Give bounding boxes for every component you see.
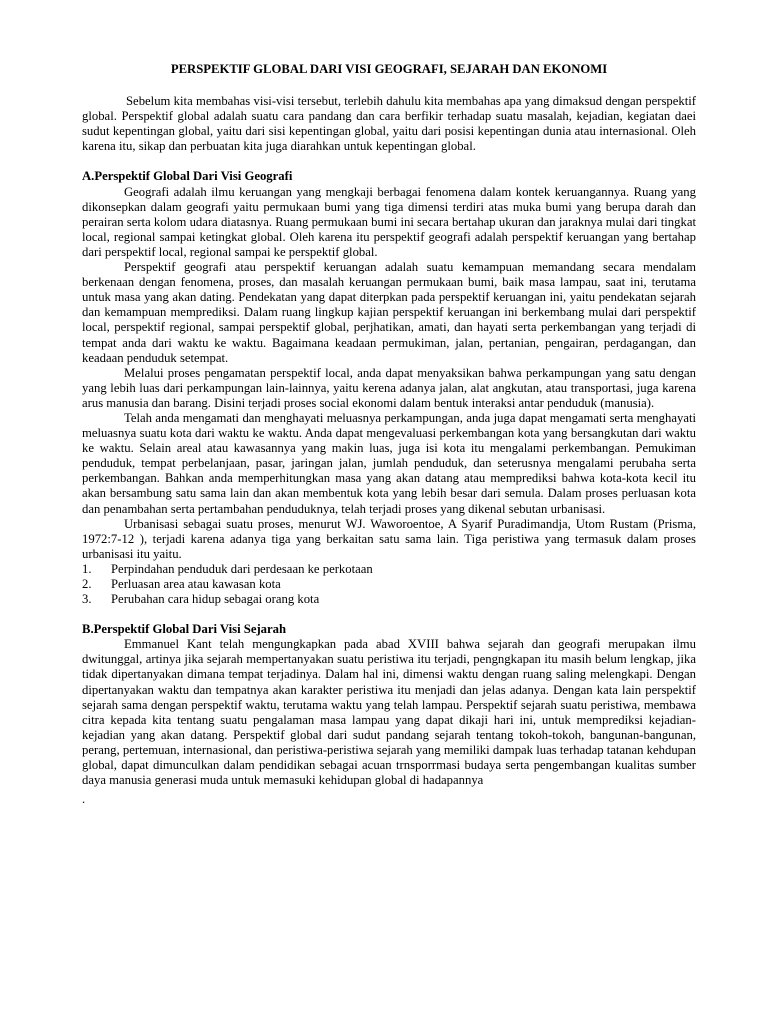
list-item	[82, 562, 696, 577]
list-item-number: 2.	[82, 577, 92, 591]
section-b-heading: B.Perspektif Global Dari Visi Sejarah	[82, 622, 287, 637]
section-b-paragraph: Emmanuel Kant telah mengungkapkan pada abad XVIII bahwa sejarah dan geografi merupakan ilmu dwitunggal, artinya jika sejarah mempertanyakan suatu peristiwa itu terjadi, pengngkapan itu masih belum lengkap, jika tidak dipertanyakan dimana tempat terjadinya. Dalam hal ini, dimensi waktu dengan ruang saling melengkapi. Dengan dipertanyakan waktu dan tempatnya akan karakter peristiwa itu menjadi dan jelas adanya. Dengan kata lain perspektif sejarah sama dengan perspektif waktu, terutama waktu yang telah lampau. Perspektif sejarah suatu peristiwa, membawa citra kepada kita tentang suatu pengalaman masa lampau yang dapat dikaji hari ini, untuk memprediksi kejadian-kejadian yang akan datang. Perspektif global dari sudut pandang sejarah tentang tokoh-tokoh, bangunan-bangunan, perang, pertemuan, internasional, dan peristiwa-peristiwa sejarah yang memiliki dampak luas terhadap tatanan kehdupan global, dapat dimunculkan dalam pendidikan sebagai acuan trnsporrmasi budaya serta pengembangan kualitas sumber daya manusia generasi muda untuk memasuki kehidupan global di hadapannya	[82, 637, 696, 788]
list-item-text: Perpindahan penduduk dari perdesaan ke perkotaan	[111, 561, 373, 576]
section-a-paragraph-5: Urbanisasi sebagai suatu proses, menurut WJ. Waworoentoe, A Syarif Puradimandja, Utom Rustam (Prisma, 1972:7-12 ), terjadi karena adanya tiga yang berkaitan satu sama lain. Tiga peristiwa yang termasuk dalam proses urbanisasi itu yaitu.	[82, 516, 696, 561]
list-item-number: 1.	[82, 561, 92, 576]
section-a-paragraph-4: Telah anda mengamati dan menghayati meluasnya perkampungan, anda juga dapat mengamati serta menghayati meluasnya suatu kota dari waktu ke waktu. Anda dapat mengevaluasi perkembangan kota yang bersangkutan dari waktu ke waktu. Selain areal atau kawasannya yang makin luas, juga isi kota itu mengalami perkembangan. Pemukiman penduduk, tempat perbelanjaan, pasar, jaringan jalan, jumlah penduduk, dan seterusnya mengalami perubaha serta perkembangan. Bahkan anda memperhitungkan masa yang akan datang atau memprediksi bahwa kota-kota kecil itu akan bersambung satu sama lain dan akan membentuk kota yang lebih besar dari semula. Dalam proses perluasan kota dan penambahan serta pertambahan penduduknya, telah terjadi proses yang dikenal sebutan urbanisasi.	[82, 410, 696, 516]
spacer	[82, 607, 696, 622]
section-a-paragraph-2: Perspektif geografi atau perspektif keruangan adalah suatu kemampuan memandang secara mendalam berkenaan dengan fenomena, proses, dan masalah keruangan permukaan bumi, baik masa lampau, saat ini, terutama untuk masa yang akan dating. Pendekatan yang dapat diterpkan pada perspektif keruangan ini, yaitu pendekatan sejarah dan kemampuan memprediksi. Dalam ruang lingkup kajian perspektif keruangan ini berkembang mulai dari perspektif local, perspektif regional, sampai perspektif global, perjhatikan, amati, dan hayati serta perkembangan yang terjadi di tempat anda dari waktu ke waktu. Bagaimana keadaan permukiman, jalan, pertanian, pengairan, perdagangan, dan keadaan penduduk setempat.	[82, 260, 696, 365]
list-item-text: Perubahan cara hidup sebagai orang kota	[111, 592, 320, 607]
section-a-paragraph-1: Geografi adalah ilmu keruangan yang mengkaji berbagai fenomena dalam kontek keruangannya. Ruang yang dikonsepkan dalam geografi yaitu permukaan bumi yang tiga dimensi terdiri atas muka bumi yang berupa darah dan perairan serta kolom udara diatasnya. Ruang permukaan bumi ini secara bertahap ukuran dan jaraknya mulai dari tingkat local, regional sampai ketingkat global. Oleh karena itu perspektif geografi adalah perspektif keruangan yang bertahap dari perspektif local, regional sampai ke perspektif global.	[82, 184, 696, 259]
urbanization-list	[82, 562, 696, 607]
intro-paragraph: Sebelum kita membahas visi-visi tersebut, terlebih dahulu kita membahas apa yang dimaksud dengan perspektif global. Perspektif global adalah suatu cara pandang dan cara berfikir terhadap suatu masalah, kejadian, kegiatan daei sudut kepentingan global, yaitu dari sisi kepentingan global, yaitu dari posisi kepentingan dunia atau internasional. Oleh karena itu, sikap dan perbuatan kita juga diarahkan untuk kepentingan global.	[82, 94, 696, 154]
document-title: PERSPEKTIF GLOBAL DARI VISI GEOGRAFI, SEJARAH DAN EKONOMI	[170, 62, 608, 76]
list-item	[82, 592, 696, 607]
section-a-heading: A.Perspektif Global Dari Visi Geografi	[82, 169, 293, 184]
list-item	[82, 577, 696, 592]
list-item-number: 3.	[82, 592, 92, 607]
spacer	[82, 154, 696, 169]
section-a-paragraph-3: Melalui proses pengamatan perspektif local, anda dapat menyaksikan bahwa perkampungan yang satu dengan yang lebih luas dari perkampungan lain-lainnya, yaitu kerena adanya jalan, alat angkutan, atau transportasi, juga karena arus manusia dan barang. Disini terjadi proses social ekonomi dalam bentuk interaksi antar penduduk (manusia).	[82, 365, 696, 410]
trailing-mark: .	[82, 792, 86, 807]
list-item-text: Perluasan area atau kawasan kota	[111, 577, 281, 591]
